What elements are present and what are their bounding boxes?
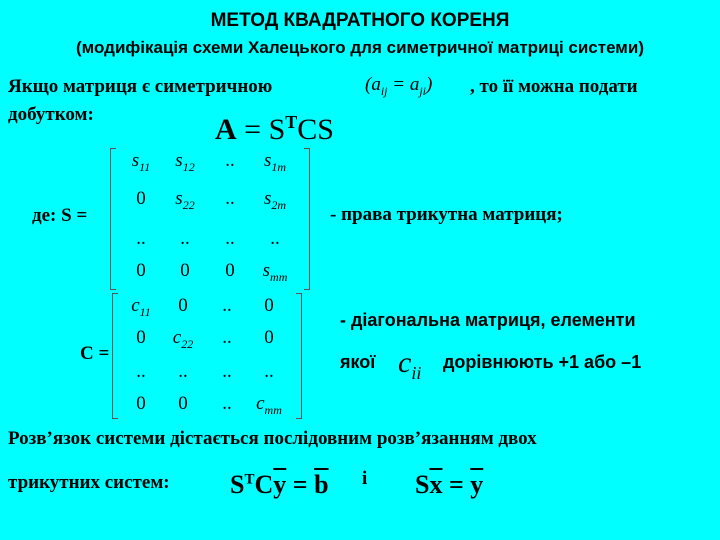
c-element-base: c bbox=[398, 346, 412, 379]
s-matrix-cell-1-4: $s_{1m}$ bbox=[263, 150, 287, 174]
main-formula bbox=[215, 112, 334, 147]
c-matrix-cell-2-2: $c_{22}$ bbox=[172, 327, 194, 351]
c-matrix-cell-3-4: .. bbox=[264, 361, 274, 382]
s-matrix-cell-4-3: 0 bbox=[225, 260, 235, 281]
intro-text-2: , то її можна подати bbox=[470, 76, 638, 97]
c-matrix-cell-1-4: 0 bbox=[264, 295, 274, 316]
c-description-1: - діагональна матриця, елементи bbox=[340, 310, 636, 330]
c-matrix-cell-4-4: $c_{mm}$ bbox=[256, 393, 282, 417]
c-matrix-cell-4-1: 0 bbox=[136, 393, 146, 414]
c-matrix bbox=[112, 293, 302, 417]
page-title: МЕТОД КВАДРАТНОГО КОРЕНЯ bbox=[210, 10, 510, 31]
s-matrix-cell-4-1: 0 bbox=[136, 260, 146, 281]
intro-text-1: Якщо матриця є симетричною bbox=[8, 76, 273, 97]
c-matrix-cell-3-3: .. bbox=[222, 361, 232, 382]
symmetry-condition: $(a_{ij} = a_{ji})$ bbox=[365, 74, 433, 98]
c-description-end: дорівнюють +1 або –1 bbox=[443, 352, 642, 372]
formula-s: S bbox=[268, 113, 286, 146]
c-matrix-cell-3-1: .. bbox=[136, 361, 146, 382]
c-element bbox=[398, 346, 421, 384]
s-matrix-right-bracket bbox=[304, 148, 310, 290]
c-label: C = bbox=[80, 343, 110, 364]
intro-text-3: добутком: bbox=[8, 104, 94, 125]
s-matrix-cell-3-4: .. bbox=[270, 228, 280, 249]
system-2: $S\overline{x} = \overline{y}$ bbox=[415, 470, 484, 499]
formula-lhs: A bbox=[215, 113, 237, 146]
s-matrix bbox=[110, 148, 310, 288]
c-element-sub: ii bbox=[411, 363, 422, 383]
solution-text-1: Розв’язок системи дістається послідовним розв’язанням двох bbox=[8, 428, 537, 449]
s-matrix-cell-2-4: $s_{2m}$ bbox=[263, 188, 287, 212]
formula-transpose: T bbox=[285, 112, 298, 132]
s-matrix-cell-2-2: $s_{22}$ bbox=[175, 188, 195, 212]
s-matrix-cell-1-3: .. bbox=[225, 150, 235, 171]
s-matrix-cell-2-1: 0 bbox=[136, 188, 146, 209]
formula-rhs: CS bbox=[297, 113, 334, 146]
c-matrix-cell-2-3: .. bbox=[222, 327, 232, 348]
s-matrix-cell-4-4: $s_{mm}$ bbox=[262, 260, 288, 284]
s-matrix-cell-3-1: .. bbox=[136, 228, 146, 249]
s-matrix-cell-3-2: .. bbox=[180, 228, 190, 249]
c-matrix-cell-1-2: 0 bbox=[178, 295, 188, 316]
system-1: $S^TC\overline{y} = \overline{b}$ bbox=[230, 470, 329, 499]
solution-text-2: трикутних систем: bbox=[8, 472, 170, 493]
c-matrix-cell-2-1: 0 bbox=[136, 327, 146, 348]
s-matrix-cell-3-3: .. bbox=[225, 228, 235, 249]
c-description-which: якої bbox=[340, 352, 376, 372]
where-label: де: S = bbox=[32, 205, 88, 226]
c-matrix-cell-4-2: 0 bbox=[178, 393, 188, 414]
s-matrix-cell-2-3: .. bbox=[225, 188, 235, 209]
and-word: і bbox=[362, 468, 368, 489]
c-matrix-cell-1-3: .. bbox=[222, 295, 232, 316]
s-description: - права трикутна матриця; bbox=[330, 204, 563, 225]
page-subtitle: (модифікація схеми Халецького для симетричної матриці системи) bbox=[76, 38, 644, 57]
formula-eq: = bbox=[244, 113, 262, 146]
c-matrix-cell-4-3: .. bbox=[222, 393, 232, 414]
c-matrix-cell-2-4: 0 bbox=[264, 327, 274, 348]
c-matrix-cell-3-2: .. bbox=[178, 361, 188, 382]
s-matrix-cell-1-2: $s_{12}$ bbox=[175, 150, 195, 174]
s-matrix-cell-1-1: $s_{11}$ bbox=[131, 150, 151, 174]
s-matrix-cell-4-2: 0 bbox=[180, 260, 190, 281]
c-matrix-cell-1-1: $c_{11}$ bbox=[131, 295, 151, 319]
c-matrix-right-bracket bbox=[296, 293, 302, 419]
